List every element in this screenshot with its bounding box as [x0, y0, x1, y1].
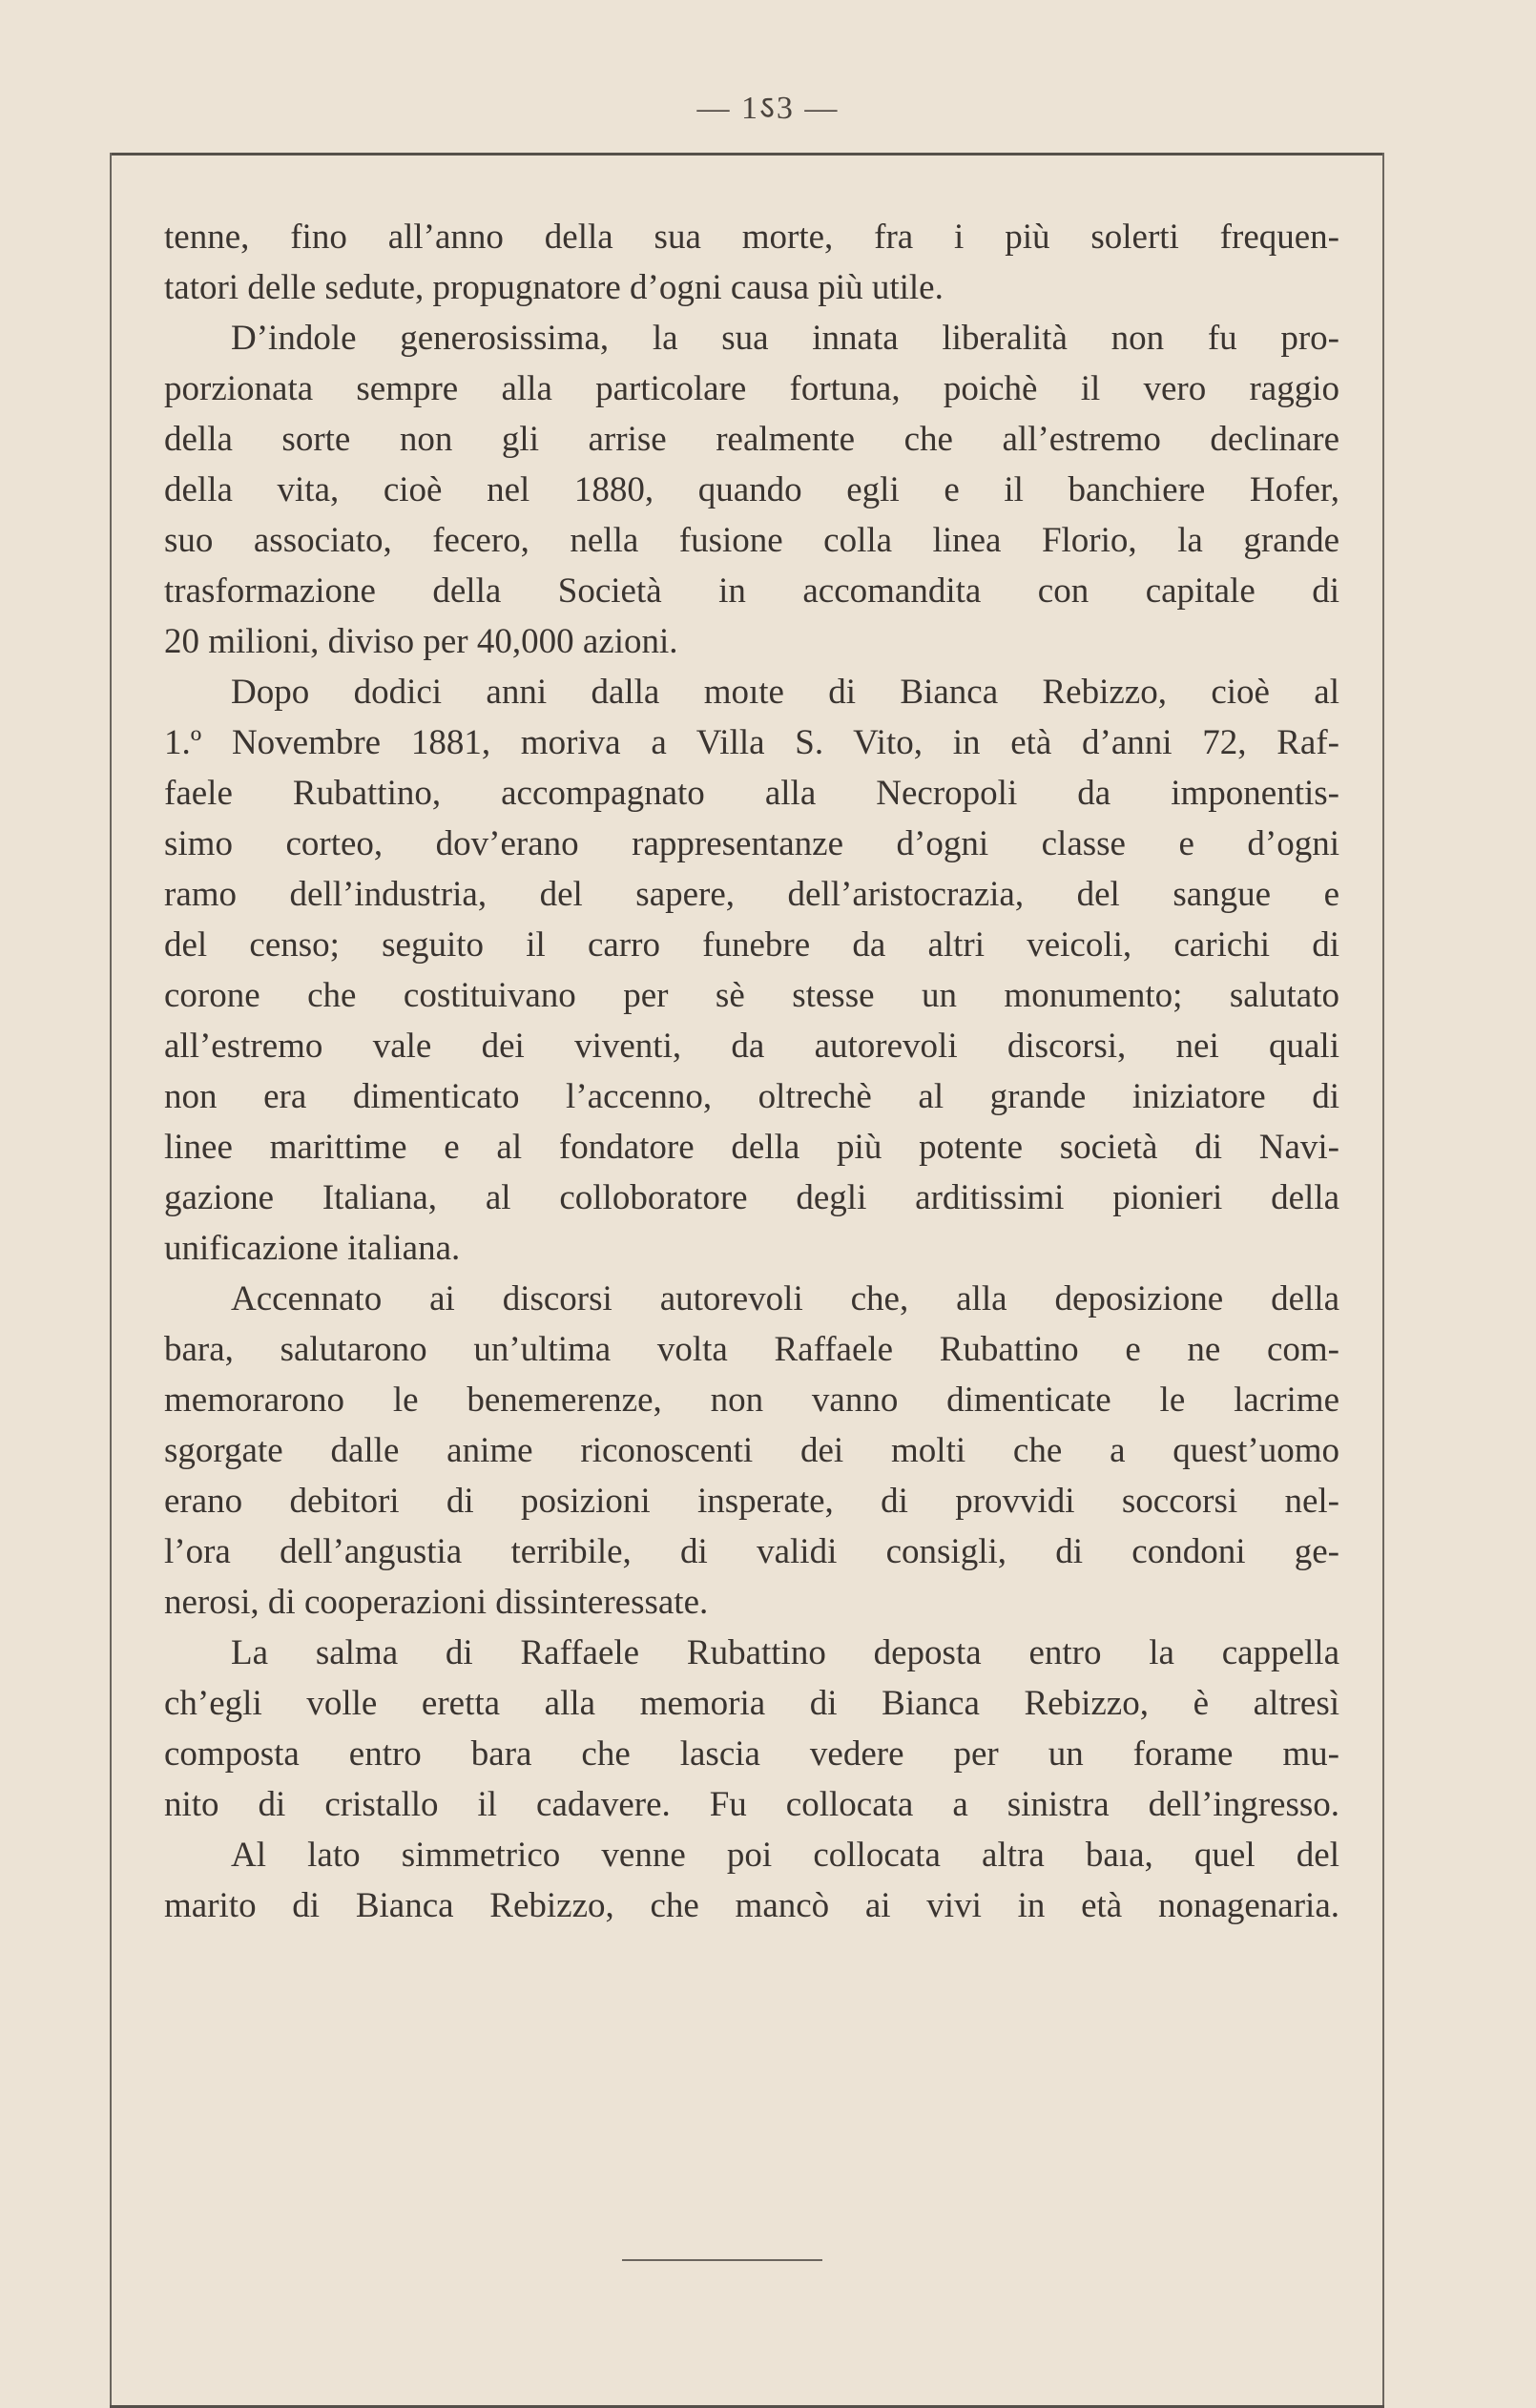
- text-line: all’estremo vale dei viventi, da autorevoli discorsi, nei quali: [164, 1027, 1339, 1066]
- text-line: non era dimenticato l’accenno, oltrechè al grande iniziatore di: [164, 1077, 1339, 1116]
- text-line: Dopo dodici anni dalla moıte di Bianca Rebizzo, cioè al: [231, 673, 1339, 712]
- text-line: della vita, cioè nel 1880, quando egli e il banchiere Hofer,: [164, 470, 1339, 509]
- text-line: erano debitori di posizioni insperate, di provvidi soccorsi nel-: [164, 1482, 1339, 1521]
- text-line: La salma di Raffaele Rubattino deposta entro la cappella: [231, 1633, 1339, 1672]
- text-line: unificazione italiana.: [164, 1229, 461, 1268]
- text-line: porzionata sempre alla particolare fortuna, poichè il vero raggio: [164, 369, 1339, 408]
- text-line: linee marittime e al fondatore della più potente società di Navi-: [164, 1128, 1339, 1167]
- text-line: marito di Bianca Rebizzo, che mancò ai vivi in età nonagenaria.: [164, 1886, 1339, 1925]
- text-line: sgorgate dalle anime riconoscenti dei molti che a quest’uomo: [164, 1431, 1339, 1470]
- text-line: 20 milioni, diviso per 40,000 azioni.: [164, 622, 678, 661]
- end-of-text-rule: [622, 2259, 822, 2261]
- text-line: D’indole generosissima, la sua innata liberalità non fu pro-: [231, 319, 1339, 358]
- body-text: [164, 212, 1339, 1931]
- text-line: gazione Italiana, al colloboratore degli arditissimi pionieri della: [164, 1178, 1339, 1217]
- text-line: faele Rubattino, accompagnato alla Necropoli da imponentis-: [164, 774, 1339, 813]
- text-line: simo corteo, dov’erano rappresentanze d’ogni classe e d’ogni: [164, 824, 1339, 863]
- text-line: della sorte non gli arrise realmente che all’estremo declinare: [164, 420, 1339, 459]
- text-line: nito di cristallo il cadavere. Fu collocata a sinistra dell’ingresso.: [164, 1785, 1339, 1824]
- text-line: tenne, fino all’anno della sua morte, fra i più solerti frequen-: [164, 218, 1339, 257]
- frame-top-rule: [110, 153, 1384, 156]
- text-line: suo associato, fecero, nella fusione colla linea Florio, la grande: [164, 521, 1339, 560]
- text-line: bara, salutarono un’ultima volta Raffaele Rubattino e ne com-: [164, 1330, 1339, 1369]
- text-line: Accennato ai discorsi autorevoli che, alla deposizione della: [231, 1279, 1339, 1318]
- text-line: corone che costituivano per sè stesse un monumento; salutato: [164, 976, 1339, 1015]
- text-line: trasformazione della Società in accomandita con capitale di: [164, 571, 1339, 611]
- frame-right-rule: [1382, 153, 1384, 2406]
- text-line: composta entro bara che lascia vedere per un forame mu-: [164, 1734, 1339, 1774]
- text-line: l’ora dell’angustia terribile, di validi consigli, di condoni ge-: [164, 1532, 1339, 1571]
- text-line: nerosi, di cooperazioni dissinteressate.: [164, 1583, 709, 1622]
- text-line: ch’egli volle eretta alla memoria di Bianca Rebizzo, è altresì: [164, 1684, 1339, 1723]
- text-line: del censo; seguito il carro funebre da altri veicoli, carichi di: [164, 925, 1339, 965]
- text-line: Al lato simmetrico venne poi collocata altra baıa, quel del: [231, 1836, 1339, 1875]
- frame-left-rule: [110, 153, 112, 2406]
- text-line: tatori delle sedute, propugnatore d’ogni causa più utile.: [164, 268, 944, 307]
- text-line: ramo dell’industria, del sapere, dell’aristocrazia, del sangue e: [164, 875, 1339, 914]
- page-number: — 1ऽ3 —: [696, 91, 840, 126]
- text-line: 1.º Novembre 1881, moriva a Villa S. Vito, in età d’anni 72, Raf-: [164, 723, 1339, 762]
- text-line: memorarono le benemerenze, non vanno dimenticate le lacrime: [164, 1380, 1339, 1420]
